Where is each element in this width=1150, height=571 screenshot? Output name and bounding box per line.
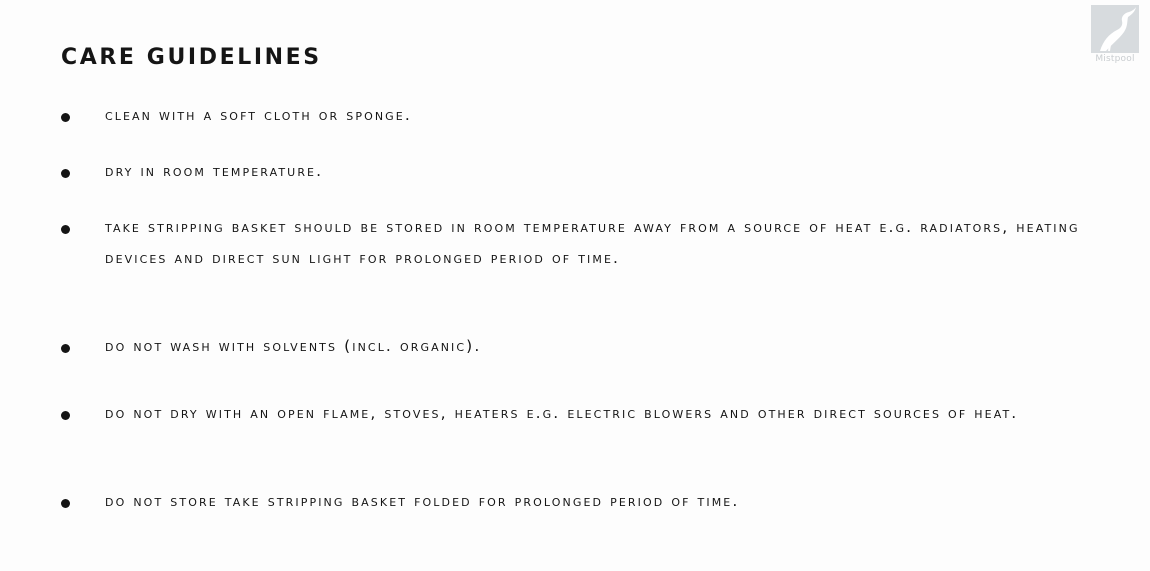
bullet	[61, 225, 70, 234]
list-item-text: do not dry with an open flame, stoves, heaters e.g. electric blowers and other direct sources of heat.	[105, 404, 1019, 422]
heron-bird-icon	[1091, 5, 1139, 53]
bullet	[61, 499, 70, 508]
list-item-text: do not wash with solvents (incl. organic).	[105, 337, 482, 355]
brand-logo	[1091, 5, 1139, 67]
bullet	[61, 113, 70, 122]
bullet	[61, 169, 70, 178]
list-item-text: dry in room temperature.	[105, 162, 324, 180]
bullet	[61, 344, 70, 353]
bullet	[61, 411, 70, 420]
list-item-text: clean with a soft cloth or sponge.	[105, 106, 412, 124]
page-title: CARE GUIDELINES	[61, 45, 322, 70]
brand-logo-label: Mistpool	[1095, 54, 1135, 64]
list-item-text: take stripping basket should be stored in room temperature away from a source of heat e.g. radiators, heating devices and direct sun light for prolonged period of time.	[105, 218, 1080, 267]
list-item-text: do not store take stripping basket folded for prolonged period of time.	[105, 492, 740, 510]
